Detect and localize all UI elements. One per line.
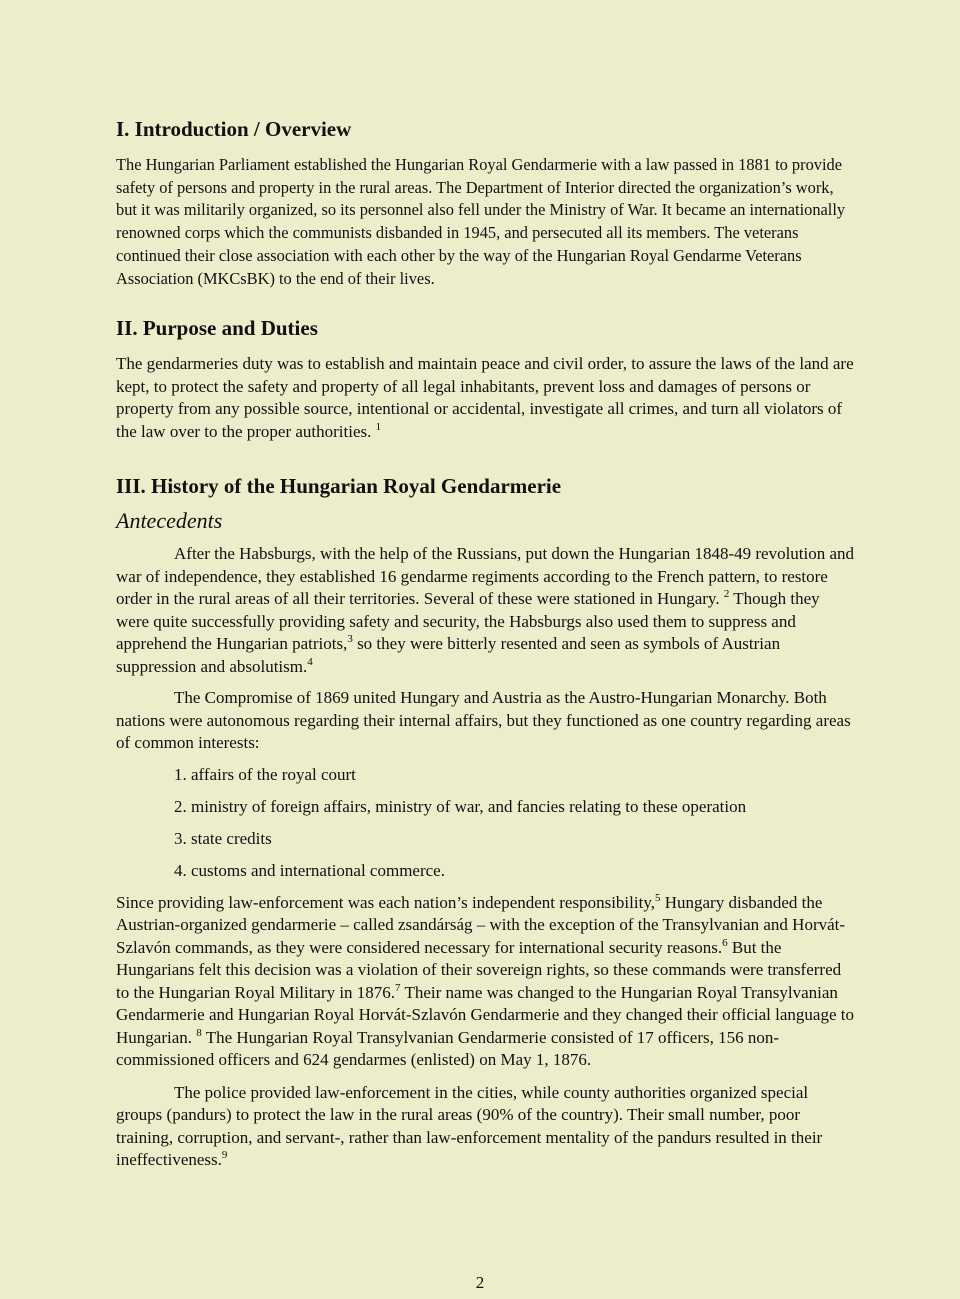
- common-interests-list: [116, 764, 856, 882]
- history-paragraph-3: [116, 892, 856, 1072]
- footnote-ref: 2: [723, 588, 730, 601]
- page-content: [116, 116, 856, 1172]
- text-run: The Hungarian Royal Transylvanian Gendarmerie consisted of 17 officers, 156 non-commissioned officers and 624 gendarmes (enlisted) on May 1, 1876.: [116, 1027, 780, 1070]
- introduction-paragraph: The Hungarian Parliament established the Hungarian Royal Gendarmerie with a law passed in 1881 to provide safety of persons and property in the rural areas. The Department of Interior directed the organization’s work, but it was militarily organized, so its personnel also fell under the Ministry of War. It became an internationally renowned corps which the communists disbanded in 1945, and persecuted all its members. The veterans continued their close association with each other by the way of the Hungarian Royal Gendarme Veterans Association (MKCsBK) to the end of their lives.: [116, 155, 846, 288]
- footnote-ref: 8: [196, 1026, 202, 1039]
- text-run: After the Habsburgs, with the help of the Russians, put down the Hungarian 1848-49 revolution and war of independence, they established 16 gendarme regiments according to the French pattern, to restore order in the rural areas of all their territories. Several of these were stationed in Hungary.: [116, 544, 855, 609]
- text-run: Hungary disbanded the Austrian-organized gendarmerie – called zsandárság – with the exception of the Transylvanian and Horvát-Szlavón commands, as they were considered necessary for international security reasons.: [116, 892, 846, 957]
- footnote-ref: 7: [395, 981, 401, 994]
- page-number: 2: [475, 1273, 485, 1292]
- footnote-ref: 6: [722, 936, 728, 949]
- text-run: Their name was changed to the Hungarian Royal Transylvanian Gendarmerie and Hungarian Royal Horvát-Szlavón Gendarmerie and they changed their official language to Hungarian.: [116, 982, 854, 1047]
- purpose-text: The gendarmeries duty was to establish and maintain peace and civil order, to assure the laws of the land are kept, to protect the safety and property of all legal inhabitants, prevent loss and damages of persons or property from any possible source, intentional or accidental, investigate all crimes, and turn all violators of the law over to the proper authorities.: [116, 354, 854, 441]
- list-item: 2. ministry of foreign affairs, ministry of war, and fancies relating to these operation: [174, 796, 747, 816]
- section-heading-purpose: II. Purpose and Duties: [116, 316, 318, 341]
- text-run: so they were bitterly resented and seen as symbols of Austrian suppression and absolutism.: [116, 634, 781, 676]
- section-heading-introduction: I. Introduction / Overview: [116, 117, 352, 141]
- text-run: The police provided law-enforcement in the cities, while county authorities organized special groups (pandurs) to protect the law in the rural areas (90% of the country). Their small number, poor training, corruption, and servant-, rather than law-enforcement mentality of the pandurs resulted in their ineffectiveness.: [116, 1082, 823, 1170]
- list-item: 3. state credits: [174, 828, 272, 848]
- history-paragraph-4: [116, 1082, 856, 1172]
- footnote-ref: 1: [375, 420, 382, 433]
- history-paragraph-2: The Compromise of 1869 united Hungary and Austria as the Austro-Hungarian Monarchy. Both nations were autonomous regarding their internal affairs, but they functioned as one country regarding areas of common interests:: [116, 688, 851, 753]
- section-heading-history: III. History of the Hungarian Royal Gendarmerie: [116, 474, 562, 499]
- text-run: Though they were quite successfully providing safety and security, the Habsburgs also used them to suppress and apprehend the Hungarian patriots,: [116, 589, 820, 654]
- text-run: Since providing law-enforcement was each nation’s independent responsibility,: [116, 892, 655, 912]
- purpose-paragraph: [116, 353, 856, 443]
- list-item: 1. affairs of the royal court: [174, 764, 356, 784]
- footnote-ref: 5: [654, 891, 661, 904]
- list-item: 4. customs and international commerce.: [174, 860, 445, 880]
- footnote-ref: 3: [347, 633, 353, 646]
- subheading-antecedents: Antecedents: [116, 508, 223, 534]
- text-run: But the Hungarians felt this decision was a violation of their sovereign rights, so these commands were transferred to the Hungarian Royal Military in 1876.: [116, 937, 842, 1002]
- footnote-ref: 4: [307, 655, 313, 668]
- footnote-ref: 9: [221, 1149, 228, 1162]
- history-paragraph-1: [116, 543, 856, 678]
